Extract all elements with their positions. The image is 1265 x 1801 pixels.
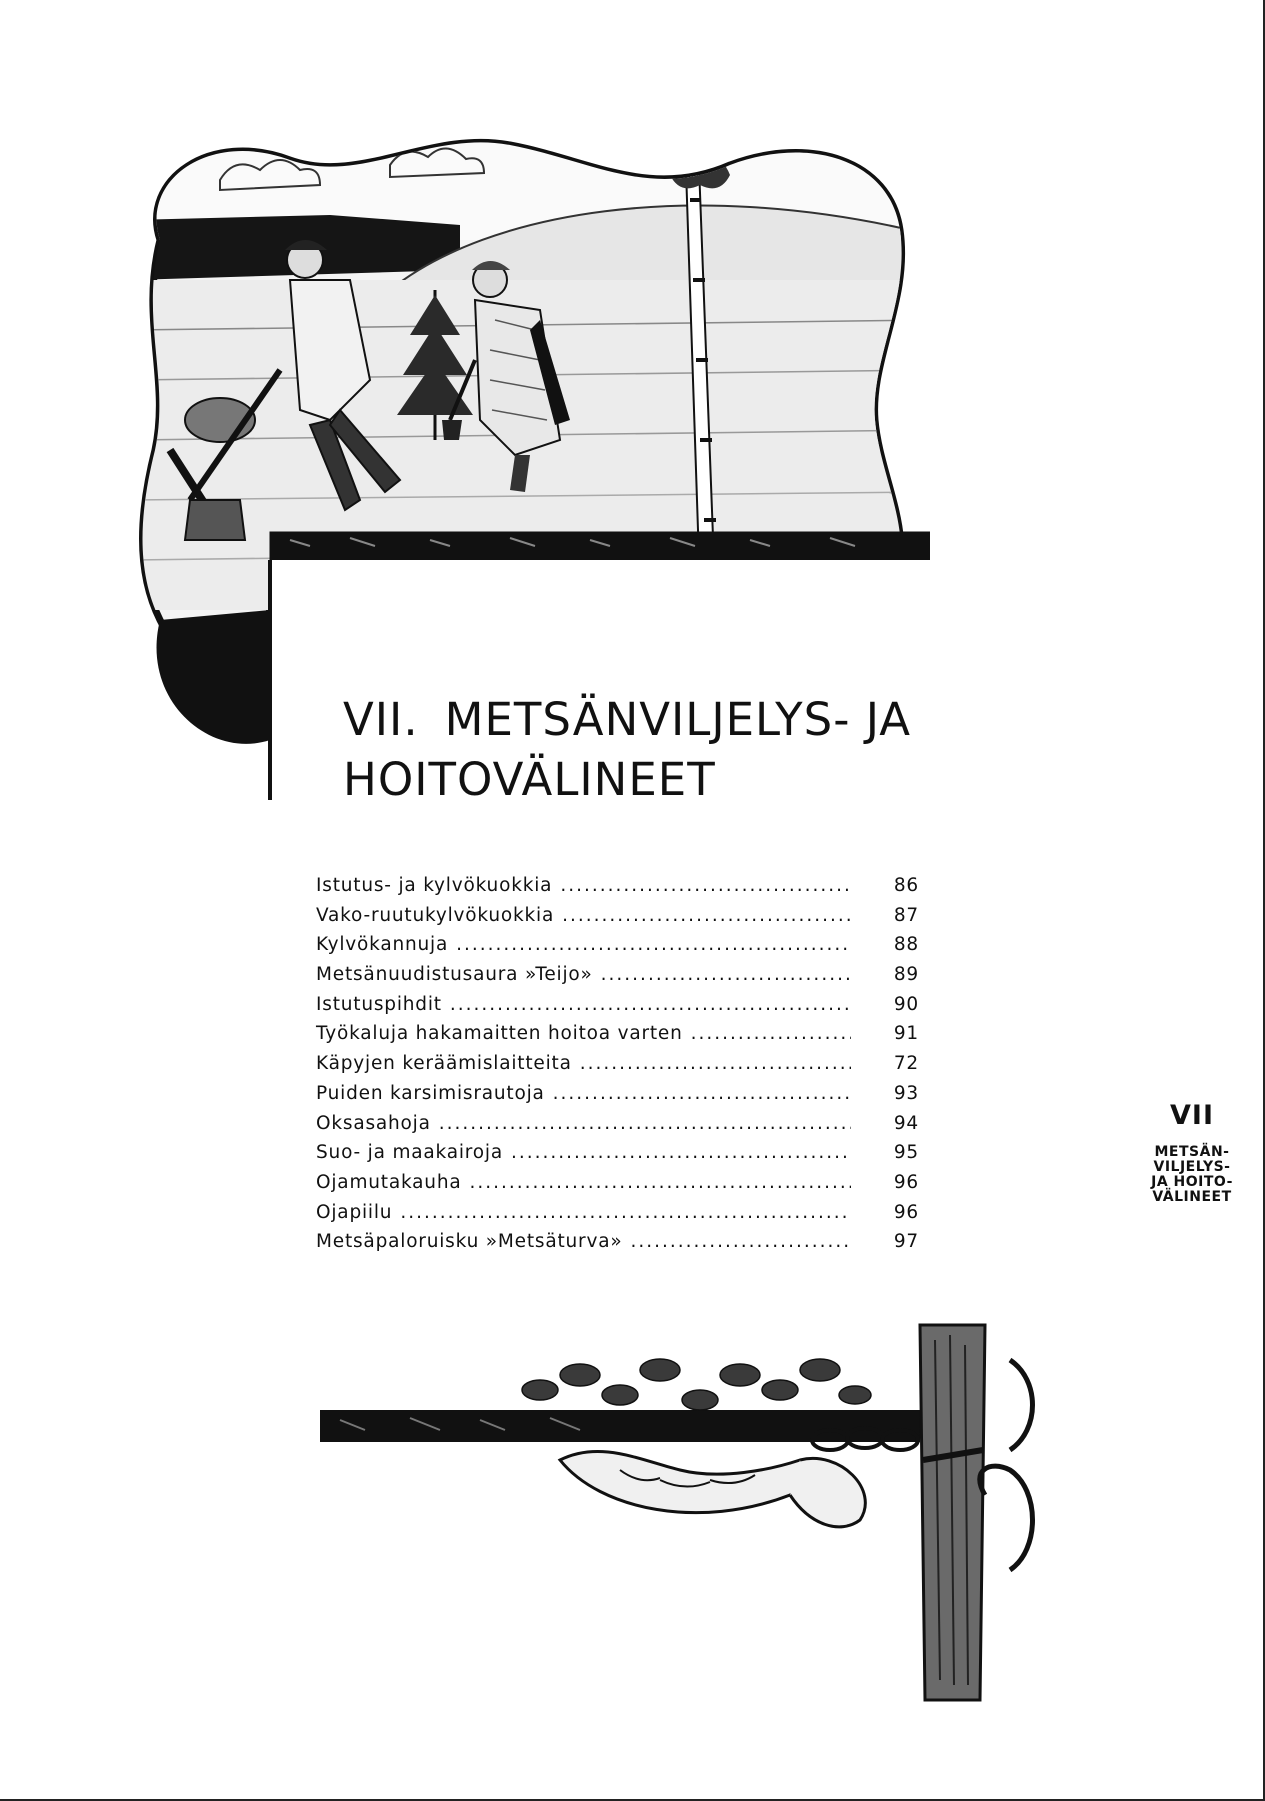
toc-leader bbox=[470, 1172, 852, 1193]
toc-page: 89 bbox=[893, 964, 919, 986]
toc-leader bbox=[450, 994, 851, 1015]
toc-row[interactable] bbox=[316, 964, 919, 994]
toc-label: Metsäpaloruisku »Metsäturva» bbox=[316, 1231, 623, 1253]
toc-leader bbox=[439, 1113, 851, 1134]
toc-page: 88 bbox=[893, 934, 919, 956]
toc-leader bbox=[400, 1202, 851, 1223]
toc-leader bbox=[553, 1083, 851, 1104]
toc-label: Oksasahoja bbox=[316, 1112, 431, 1134]
chapter-title-line1: METSÄNVILJELYS- JA bbox=[444, 693, 912, 746]
toc-page: 91 bbox=[893, 1023, 919, 1045]
toc-page: 94 bbox=[893, 1112, 919, 1134]
toc-page: 93 bbox=[893, 1082, 919, 1104]
toc-label: Käpyjen keräämislaitteita bbox=[316, 1053, 572, 1075]
side-tab-line: METSÄN- bbox=[1154, 1144, 1230, 1160]
toc-leader bbox=[511, 1142, 851, 1163]
toc-page: 96 bbox=[893, 1171, 919, 1193]
toc-row[interactable] bbox=[316, 1083, 919, 1113]
toc-row[interactable] bbox=[316, 994, 919, 1024]
toc-label: Suo- ja maakairoja bbox=[316, 1142, 503, 1164]
toc-leader bbox=[580, 1053, 851, 1074]
toc-label: Istutus- ja kylvökuokkia bbox=[316, 875, 553, 896]
toc-label: Puiden karsimisrautoja bbox=[316, 1082, 545, 1104]
side-tab-number: VII bbox=[1170, 1100, 1214, 1131]
toc-page: 97 bbox=[893, 1231, 919, 1253]
toc-label: Kylvökannuja bbox=[316, 934, 449, 956]
chapter-number: VII. bbox=[343, 693, 419, 746]
toc-label: Istutuspihdit bbox=[316, 993, 442, 1015]
side-tab-line: VILJELYS- bbox=[1153, 1159, 1231, 1175]
toc-label: Vako-ruutukylvökuokkia bbox=[316, 904, 555, 926]
toc-row[interactable] bbox=[316, 1142, 919, 1172]
toc-page: 72 bbox=[893, 1053, 919, 1075]
toc-page: 96 bbox=[893, 1201, 919, 1223]
toc-label: Metsänuudistusaura »Teijo» bbox=[316, 964, 593, 986]
toc-row[interactable] bbox=[316, 1231, 919, 1261]
branch-hand-illustration bbox=[320, 1320, 1040, 1720]
toc-row[interactable] bbox=[316, 1172, 919, 1202]
side-tab-line: JA HOITO- bbox=[1151, 1174, 1233, 1190]
side-tab-line: VÄLINEET bbox=[1152, 1189, 1232, 1205]
toc-page: 87 bbox=[893, 904, 919, 926]
toc-page: 86 bbox=[893, 875, 919, 896]
toc-label: Ojamutakauha bbox=[316, 1171, 462, 1193]
chapter-title-line2: HOITOVÄLINEET bbox=[343, 753, 716, 806]
chapter-side-tab bbox=[1127, 1100, 1257, 1205]
toc-page: 90 bbox=[893, 993, 919, 1015]
toc-row[interactable] bbox=[316, 1023, 919, 1053]
chapter-title bbox=[343, 690, 943, 810]
toc-row[interactable] bbox=[316, 875, 919, 905]
toc-leader bbox=[630, 1231, 851, 1252]
toc-page: 95 bbox=[893, 1142, 919, 1164]
toc-leader bbox=[601, 964, 851, 985]
table-of-contents bbox=[316, 875, 919, 1261]
toc-row[interactable] bbox=[316, 1053, 919, 1083]
toc-row[interactable] bbox=[316, 905, 919, 935]
toc-row[interactable] bbox=[316, 1113, 919, 1143]
toc-label: Ojapiilu bbox=[316, 1201, 393, 1223]
toc-row[interactable] bbox=[316, 1202, 919, 1232]
toc-leader bbox=[691, 1023, 851, 1044]
toc-label: Työkaluja hakamaitten hoitoa varten bbox=[316, 1023, 683, 1045]
toc-leader bbox=[456, 934, 851, 955]
toc-leader bbox=[562, 905, 851, 926]
toc-row[interactable] bbox=[316, 934, 919, 964]
toc-leader bbox=[560, 875, 851, 896]
